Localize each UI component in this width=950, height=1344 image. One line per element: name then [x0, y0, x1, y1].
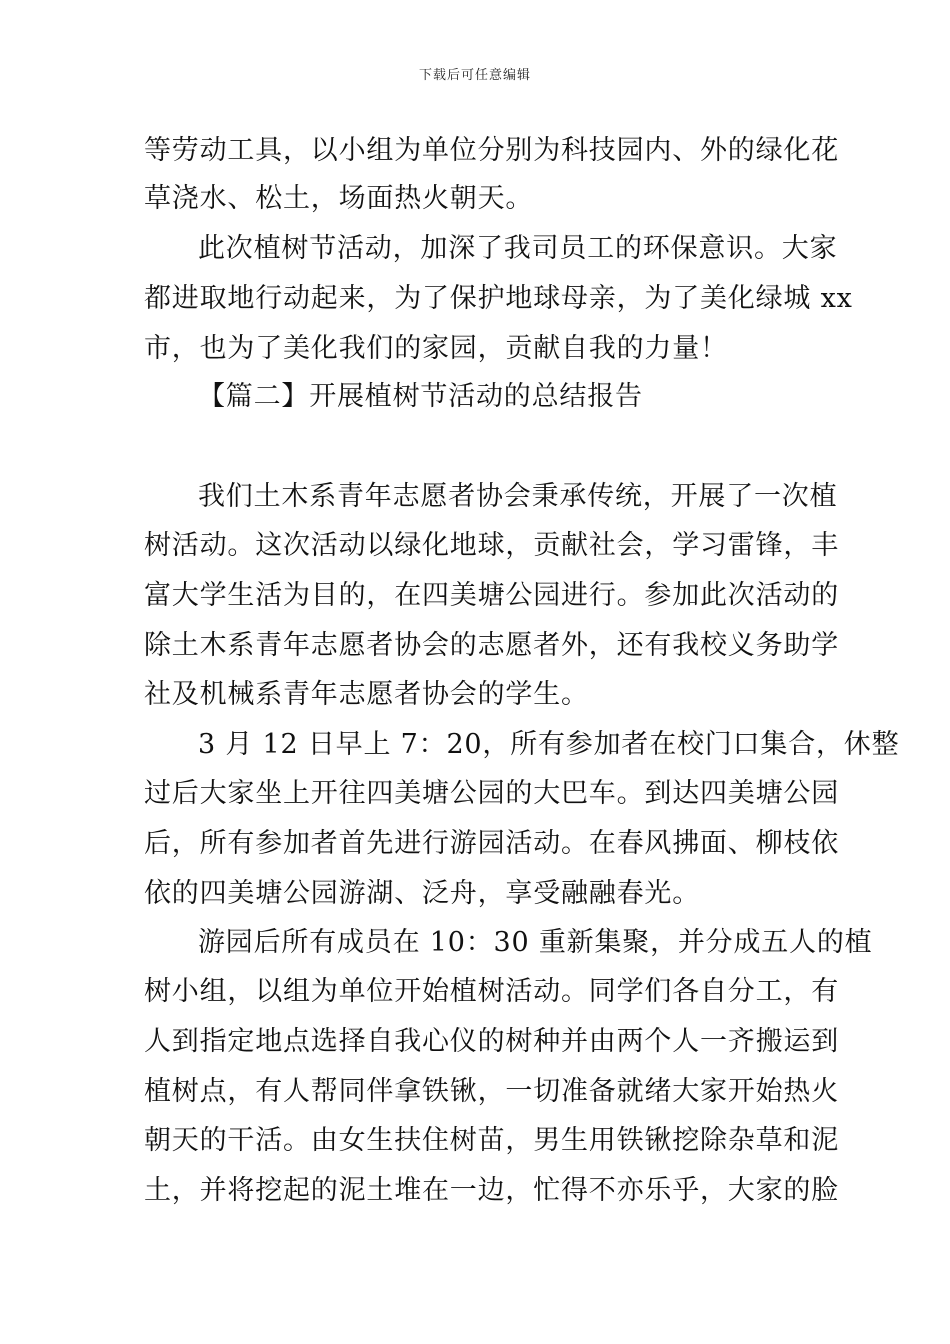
text-line: 除土木系青年志愿者协会的志愿者外，还有我校义务助学	[144, 630, 839, 661]
text-line: 朝天的干活。由女生扶住树苗，男生用铁锹挖除杂草和泥	[144, 1125, 839, 1156]
text-line: 后，所有参加者首先进行游园活动。在春风拂面、柳枝依	[144, 828, 839, 859]
section-heading: 【篇二】开展植树节活动的总结报告	[198, 381, 643, 412]
text-line: 社及机械系青年志愿者协会的学生。	[144, 679, 589, 710]
header-note: 下载后可任意编辑	[418, 68, 531, 83]
paragraph-start-line: 游园后所有成员在 10：30 重新集聚，并分成五人的植	[198, 927, 873, 958]
text-line: 树活动。这次活动以绿化地球，贡献社会，学习雷锋，丰	[144, 530, 839, 561]
paragraph-start-line: 我们土木系青年志愿者协会秉承传统，开展了一次植	[198, 481, 838, 512]
text-line: 都进取地行动起来，为了保护地球母亲，为了美化绿城 xx	[144, 283, 853, 314]
text-line: 等劳动工具，以小组为单位分别为科技园内、外的绿化花	[144, 135, 839, 166]
text-line: 过后大家坐上开往四美塘公园的大巴车。到达四美塘公园	[144, 778, 839, 809]
text-line: 人到指定地点选择自我心仪的树种并由两个人一齐搬运到	[144, 1026, 839, 1057]
text-line: 树小组，以组为单位开始植树活动。同学们各自分工，有	[144, 976, 839, 1007]
paragraph-start-line: 此次植树节活动，加深了我司员工的环保意识。大家	[198, 233, 838, 264]
text-line: 依的四美塘公园游湖、泛舟，享受融融春光。	[144, 878, 700, 909]
paragraph-start-line: 3 月 12 日早上 7：20，所有参加者在校门口集合，休整	[198, 729, 900, 760]
text-line: 草浇水、松土，场面热火朝天。	[144, 183, 534, 214]
text-line: 市，也为了美化我们的家园，贡献自我的力量！	[144, 333, 728, 364]
text-line: 植树点，有人帮同伴拿铁锹，一切准备就绪大家开始热火	[144, 1076, 839, 1107]
text-line: 土，并将挖起的泥土堆在一边，忙得不亦乐乎，大家的脸	[144, 1175, 839, 1206]
text-line: 富大学生活为目的，在四美塘公园进行。参加此次活动的	[144, 580, 839, 611]
